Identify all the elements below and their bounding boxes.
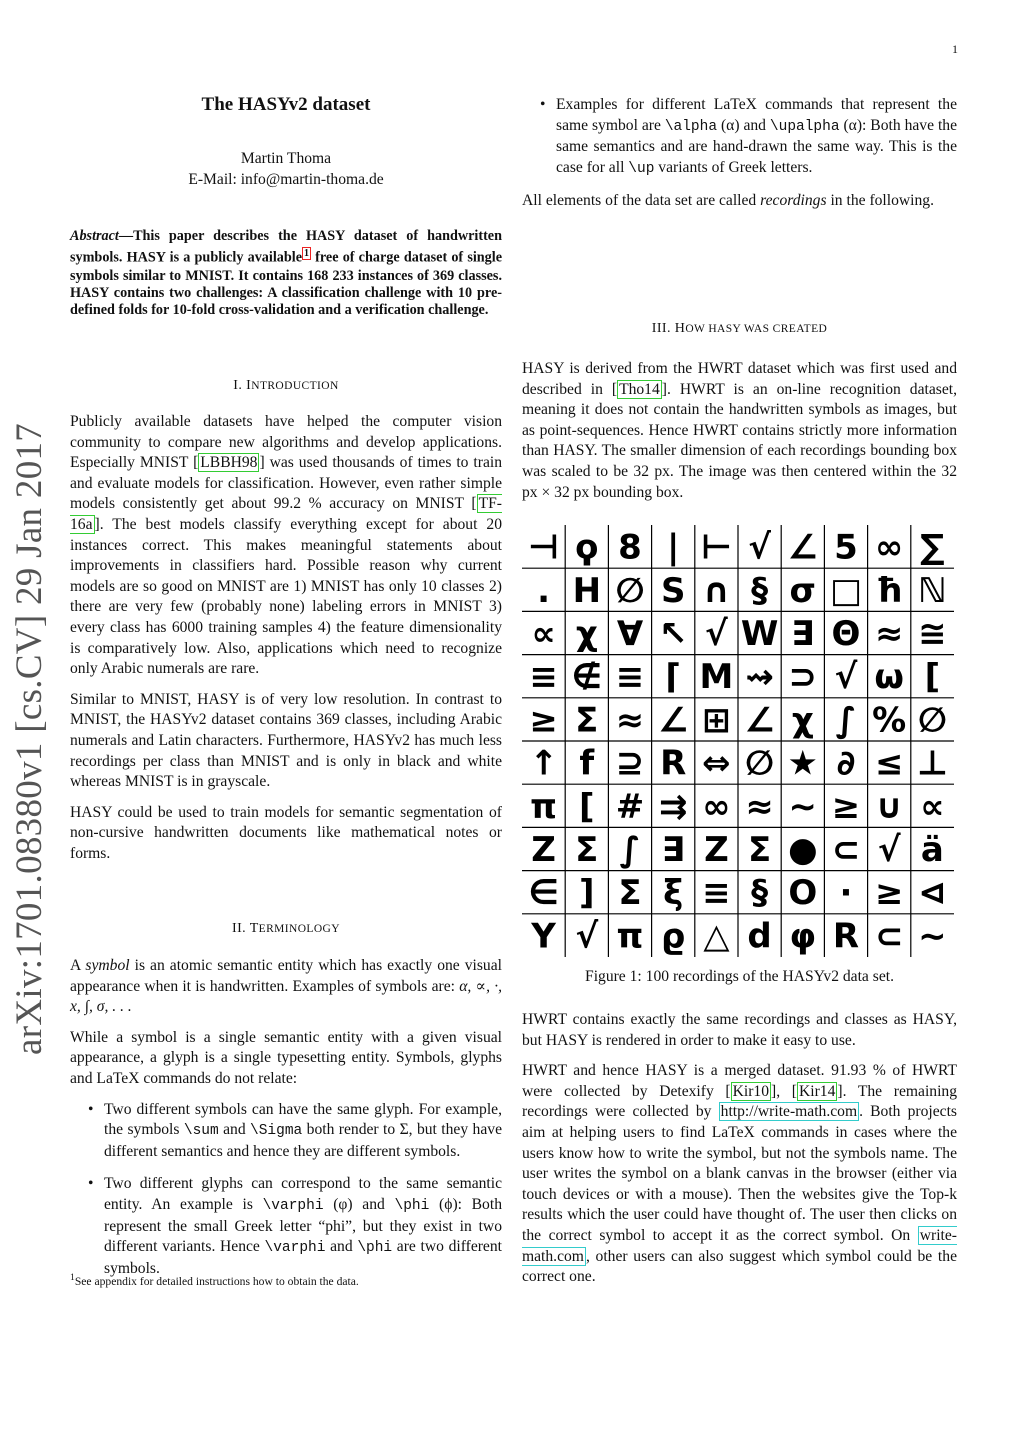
handwritten-symbol: [ <box>924 657 941 698</box>
math-inline: α, ∝, ·, x, ∫, σ, . . . <box>70 977 502 1016</box>
text: is an atomic semantic entity which has exactly one visual appearance when it is handwritten. Examples of symbols are: <box>70 957 502 995</box>
terminology-paragraph-2: While a symbol is a single semantic entity with a given visual appearance, a glyph is a single typesetting entity. Symbols, glyphs and LaTeX commands do not relate: <box>70 1028 502 1087</box>
list-item <box>70 1100 502 1163</box>
text: (φ) and <box>323 1195 395 1213</box>
handwritten-symbol: √ <box>748 527 771 568</box>
handwritten-symbol: ≥ <box>831 786 861 827</box>
handwritten-symbol: π <box>616 916 644 957</box>
text: (ϕ): Both represent the small Greek letter “phi”, but they exist in two different variants. Hence <box>104 1195 502 1256</box>
how-paragraph-1 <box>522 359 957 503</box>
how-paragraph-2: HWRT contains exactly the same recordings and classes as HASY, but HASY is rendered in order to make it easy to use. <box>522 1011 957 1049</box>
handwritten-symbol: Σ <box>575 830 599 870</box>
text: ], [ <box>771 1082 797 1100</box>
abstract-text-2: free of charge dataset of single symbols similar to MNIST. It contains 168 233 instances of 369 classes. HASY contains two challenges: A classification challenge with 10 pre-defined folds for 10-fold cross-validation and a verification challenge. <box>70 250 503 319</box>
handwritten-symbol: ∠ <box>787 527 819 568</box>
handwritten-symbol: ϙ <box>575 527 599 568</box>
handwritten-symbol: ω <box>874 657 904 698</box>
abstract-text-1: —This paper describes the HASY dataset of handwritten symbols. HASY is a publicly available <box>70 228 502 267</box>
handwritten-symbol: ≤ <box>874 743 904 784</box>
terminology-continued <box>522 95 957 212</box>
figure-caption: Figure 1: 100 recordings of the HASYv2 data set. <box>585 968 894 985</box>
intro-paragraph-2: Similar to MNIST, HASY is of very low resolution. In contrast to MNIST, the HASYv2 dataset contains 369 classes, including Arabic numerals and Latin characters. Furthermore, HASYv2 has much less recordings per class than MNIST and is only in black and white whereas MNIST is in grayscale. <box>70 690 502 791</box>
handwritten-symbol: ⊣ <box>528 527 560 568</box>
text: both render to Σ, but they have different semantics and hence they are different symbols. <box>104 1121 502 1160</box>
handwritten-symbol: § <box>751 570 769 611</box>
author-email: E-Mail: info@martin-thoma.de <box>188 171 384 188</box>
handwritten-symbol: □ <box>829 570 863 611</box>
emphasis: symbol <box>85 957 130 974</box>
text: (α): Both have the same semantics and are hand-drawn the same way. This is the case for all <box>556 116 957 176</box>
text: in the following. <box>826 192 934 210</box>
handwritten-symbol: Σ <box>575 700 599 741</box>
text: Publicly available datasets have helped the computer vision community to compare new algorithms and develop applications. Especially MNIST [ <box>70 413 502 472</box>
handwritten-symbol: R <box>660 743 687 784</box>
handwritten-symbol: Z <box>704 830 729 870</box>
latex-command: \alpha <box>664 118 718 135</box>
handwritten-symbol: · <box>839 873 853 914</box>
handwritten-symbol: ∃ <box>791 614 815 654</box>
handwritten-symbol: § <box>751 873 769 914</box>
handwritten-symbol: R <box>832 916 860 957</box>
handwritten-symbol: φ <box>789 916 817 957</box>
handwritten-symbol: Σ <box>618 873 642 914</box>
text: (α) and <box>717 116 770 134</box>
section-number: III. <box>651 321 675 336</box>
list-item <box>522 95 957 179</box>
intro-paragraph-3: HASY could be used to train models for semantic segmentation of non-cursive handwritten documents like mathematical notes or forms. <box>70 803 502 862</box>
emphasis: recordings <box>760 192 827 210</box>
citation-link[interactable]: Kir14 <box>798 1082 836 1100</box>
handwritten-symbol: χ <box>575 614 598 654</box>
footnote <box>70 1272 502 1288</box>
handwritten-symbol: ∝ <box>920 786 945 827</box>
handwritten-symbol: 5 <box>834 527 858 568</box>
citation-link[interactable]: Kir10 <box>732 1082 770 1100</box>
handwritten-symbol: △ <box>703 916 730 957</box>
handwritten-symbol: . <box>537 570 551 611</box>
author-name: Martin Thoma <box>240 150 332 167</box>
handwritten-symbol: ⇝ <box>745 657 774 698</box>
text: and <box>325 1238 358 1256</box>
handwritten-symbol: ∃ <box>661 830 685 870</box>
citation-link[interactable]: Tho14 <box>619 380 660 398</box>
handwritten-symbol: O <box>788 873 818 914</box>
handwritten-symbol: f <box>579 743 595 784</box>
latex-command: \Sigma <box>250 1123 303 1140</box>
section-initial: I <box>246 378 252 393</box>
handwritten-symbol: ∑ <box>920 527 945 568</box>
paper-title: The HASYv2 dataset <box>201 94 371 115</box>
handwritten-symbol: χ <box>791 700 814 741</box>
handwritten-symbol: ≡ <box>615 657 645 698</box>
abstract <box>70 228 502 320</box>
section-rest: ERMINOLOGY <box>258 923 340 935</box>
handwritten-symbol: ≥ <box>874 873 904 914</box>
handwritten-symbol: ∼ <box>918 916 947 957</box>
section-heading-how-hasy-was-created <box>522 321 957 337</box>
handwritten-symbol: ħ <box>875 570 903 611</box>
handwritten-symbol: ⊃ <box>788 657 818 698</box>
handwritten-symbol: ∅ <box>917 700 947 741</box>
handwritten-symbol: ξ <box>663 873 684 914</box>
handwritten-symbol: ⊇ <box>615 743 645 784</box>
handwritten-symbol: ⊢ <box>700 527 732 568</box>
page-number: 1 <box>952 42 958 56</box>
footnote-text: See appendix for detailed instructions how to obtain the data. <box>74 1274 359 1288</box>
handwritten-symbol: Σ <box>747 830 772 870</box>
abstract-label: Abstract <box>70 228 119 244</box>
handwritten-symbol: ∪ <box>875 786 904 827</box>
citation-link[interactable]: TF-16a <box>70 495 502 533</box>
handwritten-symbol: ★ <box>787 743 819 784</box>
section-rest: NTRODUCTION <box>251 380 339 392</box>
section-heading-terminology <box>70 921 502 937</box>
handwritten-symbol: √ <box>705 614 728 654</box>
handwritten-symbol: 8 <box>618 527 642 568</box>
handwritten-symbol: S <box>660 570 686 611</box>
handwritten-symbol: ⊞ <box>702 700 731 741</box>
terminology-body <box>70 956 502 1291</box>
text: All elements of the data set are called <box>522 192 761 210</box>
terminology-list-continued <box>522 95 957 179</box>
latex-command: \varphi <box>264 1240 326 1257</box>
handwritten-symbol: ∩ <box>702 570 731 611</box>
handwritten-symbol: ≡ <box>529 657 558 698</box>
text: ]. HWRT is an on-line recognition dataset, meaning it does not contain the handwritten symbols as images, but as point-sequences. Hence HWRT contains strictly more information than HASY. The smaller dimension of each recordings bounding box was scaled to be 32 px. The image was then centered within the 32 px × 32 px bounding box. <box>522 380 957 501</box>
section-initial: H <box>674 321 686 336</box>
terminology-paragraph-3 <box>522 191 957 212</box>
citation-link[interactable]: LBBH98 <box>200 454 258 472</box>
text: Two different glyphs can correspond to the same semantic entity. An example is <box>104 1175 502 1213</box>
handwritten-symbol: ℕ <box>918 570 947 611</box>
handwritten-symbol: σ <box>789 570 817 611</box>
handwritten-symbol: ∂ <box>836 743 856 784</box>
text: Two different symbols can have the same glyph. For example, the symbols <box>104 1100 502 1139</box>
handwritten-symbol: ∼ <box>788 786 818 827</box>
handwritten-symbol: ∈ <box>528 873 559 914</box>
url-link[interactable]: write-math.com <box>522 1226 957 1265</box>
intro-body <box>70 412 502 864</box>
how-body-bottom <box>522 1010 957 1288</box>
handwritten-symbol: ∉ <box>571 657 603 698</box>
handwritten-symbol: ≈ <box>615 700 645 741</box>
footnote-link[interactable]: 1 <box>304 248 309 260</box>
handwritten-symbol: ∫ <box>619 830 641 870</box>
handwritten-symbol: W <box>740 614 779 654</box>
handwritten-symbol: ⇔ <box>702 743 731 784</box>
handwritten-symbol: ⌈ <box>665 657 681 698</box>
handwritten-symbol: ≅ <box>918 614 947 654</box>
text: ]. The best models classify everything except for about 20 instances correct. This makes meaningful statements about improvements in classifiers hard. Possible reason why current models are so good on MNIST are 1) MNIST has only 10 classes 2) there are very few (probably none) labeling errors in MNIST 3) every class has 6000 training samples 4) the feature dimensionality is comparatively low. Also, applications which need to recognize only Arabic numerals are rare. <box>70 515 502 678</box>
handwritten-symbol: | <box>666 527 680 568</box>
handwritten-symbol: Y <box>531 916 556 957</box>
handwritten-symbol: ∞ <box>702 786 731 827</box>
handwritten-symbol: ä <box>920 830 944 870</box>
figure-symbol-grid <box>522 525 954 957</box>
handwritten-symbol: π <box>530 786 558 827</box>
text: . Both projects aim at helping users to find LaTeX commands in cases where the users know how to write the symbol, but not the symbols name. The user writes the symbol on a blank canvas in the browser (either via touch devices or with a mouse). Then the websites give the Top-k results which the user could have thought of. The user then clicks on the correct symbol to accept it as the correct symbol. On <box>522 1103 957 1244</box>
handwritten-symbol: H <box>572 570 602 611</box>
handwritten-symbol: ∠ <box>657 700 689 741</box>
handwritten-symbol: ≡ <box>702 873 731 914</box>
handwritten-symbol: √ <box>877 830 901 870</box>
handwritten-symbol: ∅ <box>615 570 645 611</box>
text: are two different symbols. <box>104 1238 502 1277</box>
latex-command: \phi <box>357 1240 393 1257</box>
handwritten-symbol: ] <box>579 873 595 914</box>
handwritten-symbol: ⊂ <box>874 916 904 957</box>
latex-command: \up <box>628 160 655 177</box>
text: ] was used thousands of times to train and evaluate models for classification. However, even rather simple models consistently get about 99.2 % accuracy on MNIST [ <box>70 454 502 513</box>
handwritten-symbol: Z <box>531 830 556 870</box>
handwritten-symbol: ⊥ <box>916 743 948 784</box>
how-paragraph-3 <box>522 1061 957 1288</box>
text: and <box>218 1121 251 1139</box>
handwritten-symbol: ● <box>787 830 818 870</box>
latex-command: \sum <box>183 1123 219 1140</box>
handwritten-symbol: ↖ <box>658 614 688 654</box>
latex-command: \upalpha <box>769 118 840 135</box>
section-initial: T <box>249 921 259 936</box>
handwritten-symbol: ∫ <box>835 700 857 741</box>
text: HWRT and hence HASY is a merged dataset. 91.93 % of HWRT were collected by Detexify [ <box>522 1062 957 1100</box>
latex-command: \phi <box>394 1197 430 1214</box>
handwritten-symbol: d <box>747 916 772 957</box>
footnote-mark: 1 <box>70 1272 75 1283</box>
handwritten-symbol: ∠ <box>744 700 775 741</box>
handwritten-symbol: ≈ <box>745 786 774 827</box>
author-block <box>70 148 502 190</box>
handwritten-symbol: ↑ <box>529 743 558 784</box>
url-link[interactable]: http://write-math.com <box>720 1103 858 1121</box>
terminology-paragraph-1 <box>70 956 502 1018</box>
latex-command: \varphi <box>262 1197 324 1214</box>
text: variants of Greek letters. <box>654 158 813 176</box>
handwritten-symbol: ⊲ <box>918 873 947 914</box>
text: , other users can also suggest which symbol could be the correct one. <box>522 1247 957 1286</box>
text: HASY is derived from the HWRT dataset which was first used and described in [ <box>522 360 957 398</box>
handwritten-symbol: M <box>699 657 734 698</box>
handwritten-symbol: Θ <box>831 614 861 654</box>
handwritten-symbol: ∞ <box>875 527 904 568</box>
section-number: II. <box>232 921 250 936</box>
handwritten-symbol: % <box>872 700 907 741</box>
symbol-grid-svg <box>522 525 954 957</box>
handwritten-symbol: [ <box>579 786 595 827</box>
list-item <box>70 1174 502 1279</box>
handwritten-symbol: ∅ <box>745 743 775 784</box>
section-heading-introduction <box>70 378 502 394</box>
handwritten-symbol: ⊂ <box>831 830 861 870</box>
how-body-top <box>522 359 957 503</box>
section-number: I. <box>233 378 247 393</box>
handwritten-symbol: √ <box>834 657 858 698</box>
handwritten-symbol: √ <box>575 916 599 957</box>
handwritten-symbol: # <box>615 786 645 827</box>
arxiv-stamp: arXiv:1701.08380v1 [cs.CV] 29 Jan 2017 <box>9 422 50 1055</box>
text: Examples for different LaTeX commands that represent the same symbol are <box>556 96 957 134</box>
intro-paragraph-1 <box>70 412 502 680</box>
text: A <box>70 957 86 974</box>
handwritten-symbol: ∀ <box>616 614 644 654</box>
handwritten-symbol: ≥ <box>529 700 558 741</box>
handwritten-symbol: ∝ <box>531 614 556 654</box>
section-rest: OW HASY WAS CREATED <box>685 323 828 335</box>
text: ]. The remaining recordings were collected by <box>522 1082 957 1121</box>
terminology-list <box>70 1100 502 1280</box>
handwritten-symbol: ≈ <box>874 614 904 654</box>
handwritten-symbol: ϱ <box>661 916 686 957</box>
handwritten-symbol: ⇉ <box>658 786 688 827</box>
